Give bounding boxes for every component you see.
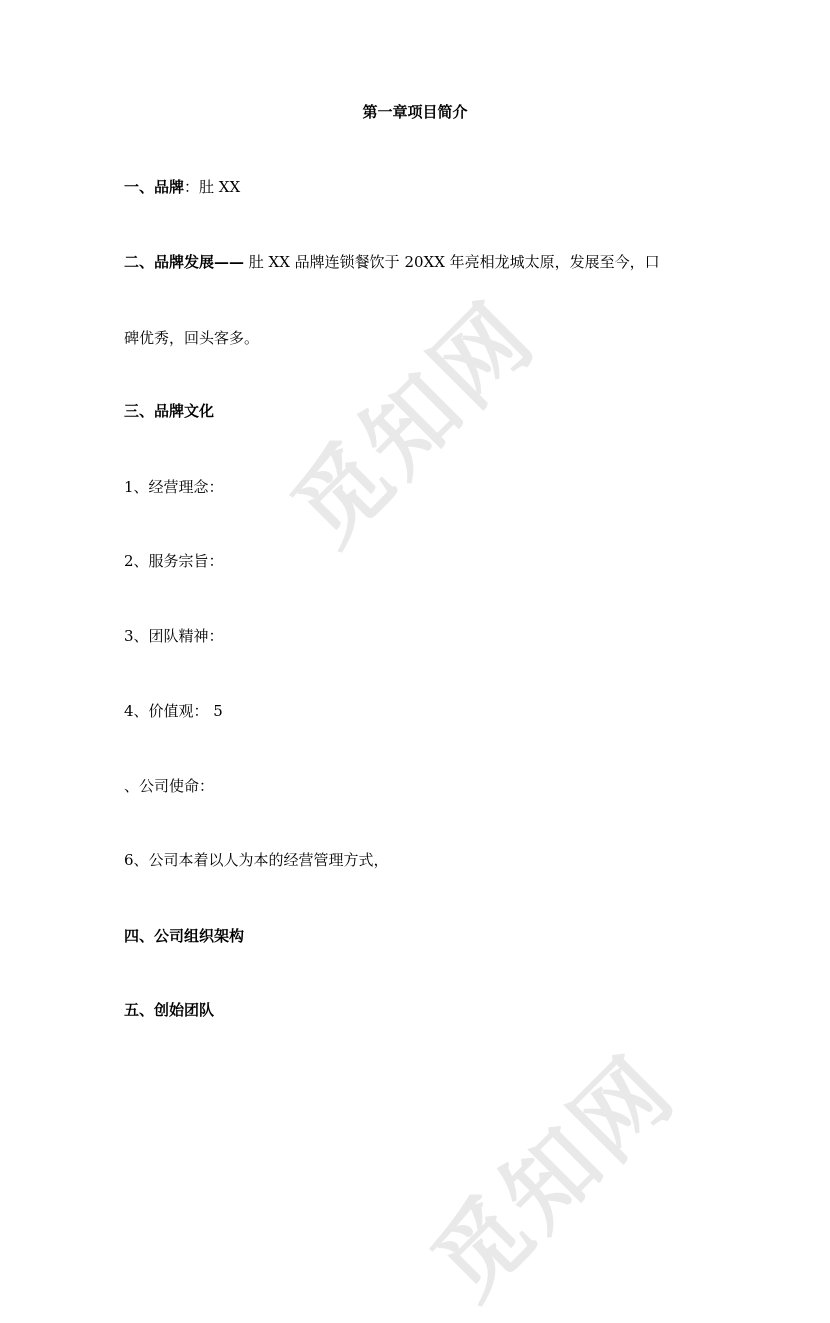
list-item: 2、服务宗旨： (124, 552, 224, 570)
brand-development-label: 二、品牌发展—— (124, 253, 245, 271)
founding-team-heading: 五、创始团队 (124, 1001, 215, 1019)
brand-culture-heading: 三、品牌文化 (124, 402, 215, 420)
list-item: 、公司使命： (124, 777, 215, 795)
brand-line (124, 177, 240, 197)
brand-development-text: 肚 XX 品牌连锁餐饮于 20XX 年亮相龙城太原，发展至今，口 (244, 253, 660, 271)
watermark: 觅知网 (272, 281, 557, 566)
org-structure-heading: 四、公司组织架构 (124, 927, 245, 945)
watermark: 觅知网 (412, 1035, 697, 1320)
page-title: 第一章项目简介 (362, 103, 468, 121)
list-item: 6、公司本着以人为本的经营管理方式， (124, 851, 389, 869)
brand-development-continuation: 碑优秀，回头客多。 (124, 329, 260, 347)
brand-label: 一、品牌 (124, 178, 185, 196)
list-item: 1、经营理念： (124, 478, 224, 496)
list-item: 4、价值观： 5 (124, 702, 223, 720)
list-item: 3、团队精神： (124, 627, 224, 645)
brand-value: ：肚 XX (184, 178, 241, 196)
brand-development-line (124, 252, 660, 272)
